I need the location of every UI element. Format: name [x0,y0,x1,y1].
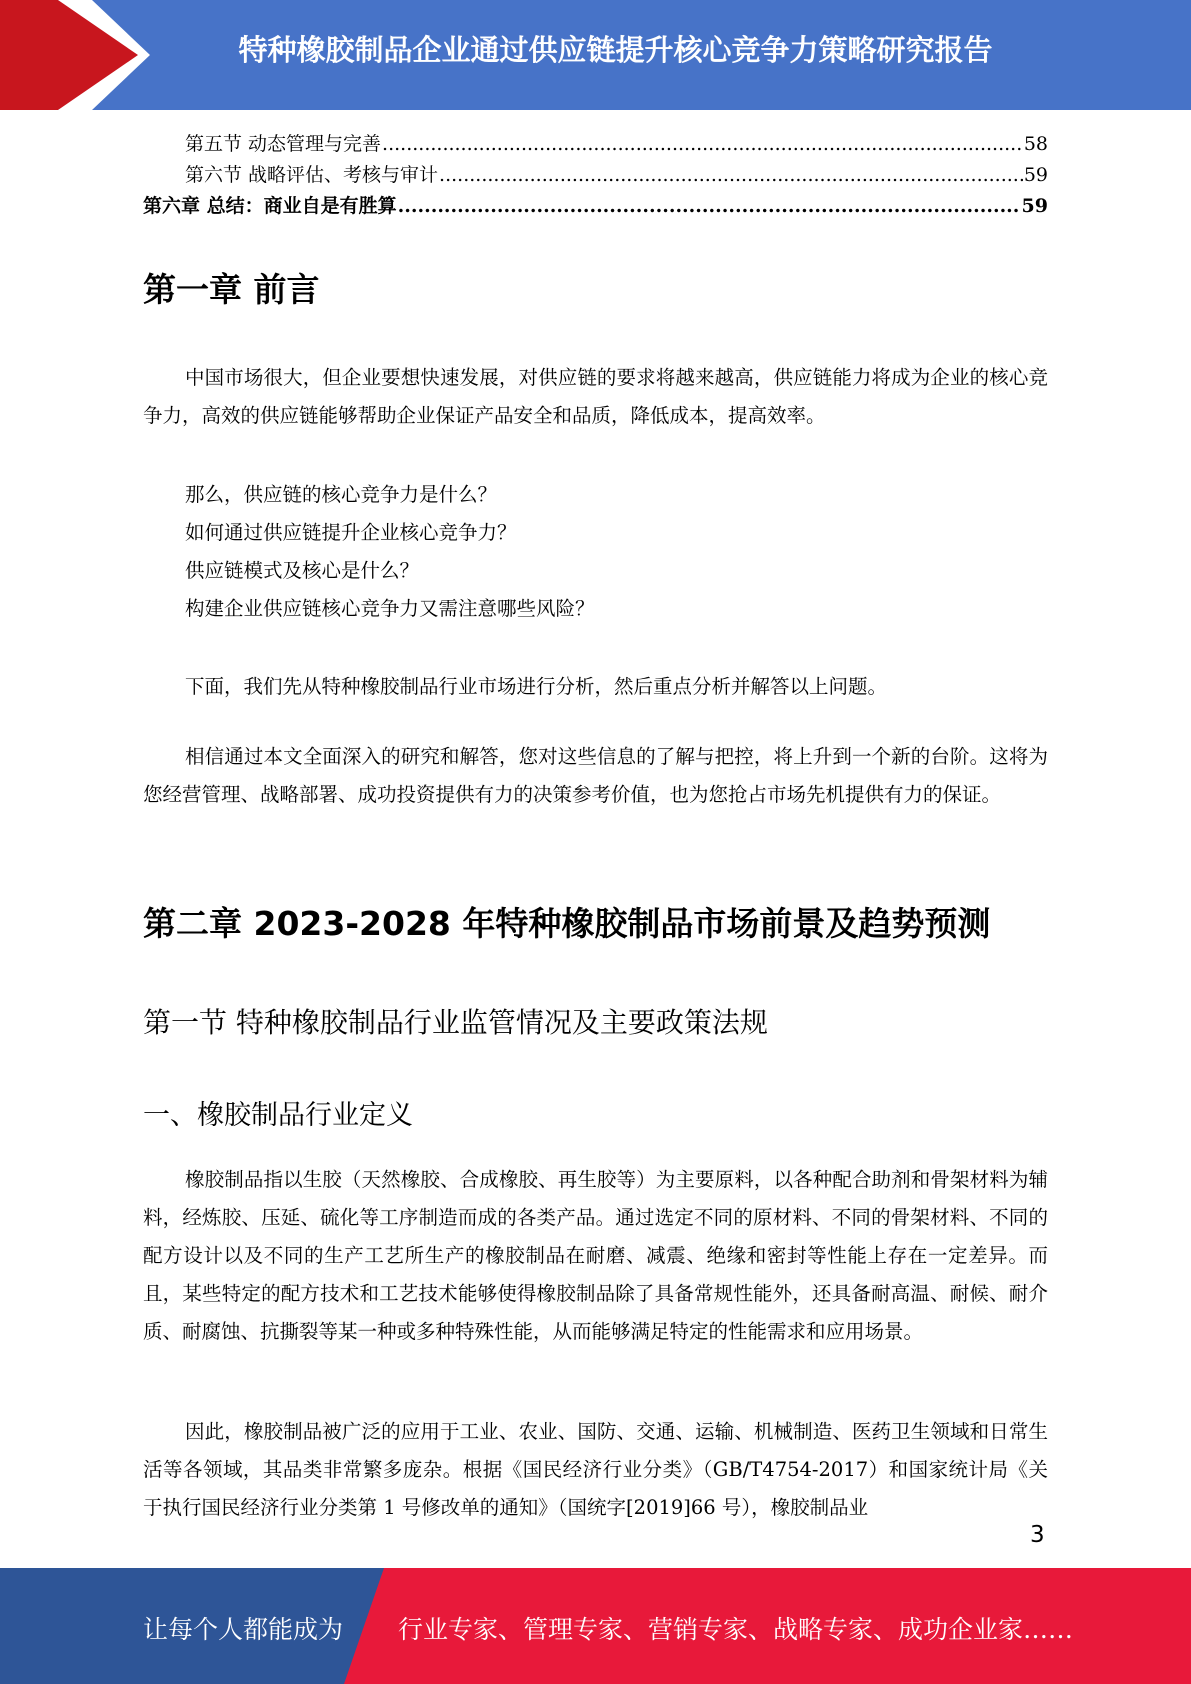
toc-leader-dots [398,195,1021,217]
body-paragraph: 中国市场很大，但企业要想快速发展，对供应链的要求将越来越高，供应链能力将成为企业的核心竞争力，高效的供应链能够帮助企业保证产品安全和品质，降低成本，提高效率。 [143,366,1048,427]
footer-band [0,1568,1191,1684]
toc-entry-page: 59 [1023,164,1048,186]
toc [143,129,1048,222]
toc-entry[interactable] [143,191,1048,222]
footer-slogan-left: 让每个人都能成为 [143,1615,344,1644]
header-title: 特种橡胶制品企业通过供应链提升核心竞争力策略研究报告 [238,33,993,67]
toc-entry-page: 59 [1021,195,1048,217]
footer-slogan-right: 行业专家、管理专家、营销专家、战略专家、成功企业家…… [398,1615,1074,1644]
toc-entry-title: 第五节 动态管理与完善 [185,133,382,155]
toc-entry[interactable] [143,129,1048,160]
chapter-heading: 第二章 2023-2028 年特种橡胶制品市场前景及趋势预测 [143,904,991,943]
question-line: 那么，供应链的核心竞争力是什么？ [185,483,498,506]
header-band [0,0,1191,110]
chapter-heading: 第一章 前言 [143,270,320,309]
question-line: 如何通过供应链提升企业核心竞争力？ [185,521,517,544]
toc-entry-page: 58 [1023,133,1048,155]
question-line: 供应链模式及核心是什么？ [185,559,420,582]
body-paragraph: 下面，我们先从特种橡胶制品行业市场进行分析，然后重点分析并解答以上问题。 [185,675,888,698]
subsection-heading: 一、橡胶制品行业定义 [143,1100,413,1131]
page-number: 3 [1030,1522,1045,1548]
body-paragraph: 因此，橡胶制品被广泛的应用于工业、农业、国防、交通、运输、机械制造、医药卫生领域和日常生活等各领域，其品类非常繁多庞杂。根据《国民经济行业分类》（GB/T4754-2017）和国家统计局《关于执行国民经济行业分类第 1 号修改单的通知》（国统字[2019]66 号），橡胶制品业 [143,1420,1048,1519]
body-paragraph: 橡胶制品指以生胶（天然橡胶、合成橡胶、再生胶等）为主要原料，以各种配合助剂和骨架材料为辅料，经炼胶、压延、硫化等工序制造而成的各类产品。通过选定不同的原材料、不同的骨架材料、不同的配方设计以及不同的生产工艺所生产的橡胶制品在耐磨、减震、绝缘和密封等性能上存在一定差异。而且，某些特定的配方技术和工艺技术能够使得橡胶制品除了具备常规性能外，还具备耐高温、耐候、耐介质、耐腐蚀、抗撕裂等某一种或多种特殊性能，从而能够满足特定的性能需求和应用场景。 [143,1168,1048,1343]
body-paragraph: 相信通过本文全面深入的研究和解答，您对这些信息的了解与把控，将上升到一个新的台阶。这将为您经营管理、战略部署、成功投资提供有力的决策参考价值，也为您抢占市场先机提供有力的保证。 [143,745,1048,806]
question-line: 构建企业供应链核心竞争力又需注意哪些风险？ [185,597,595,620]
toc-entry-title: 第六章 总结：商业自是有胜算 [143,195,397,217]
section-heading: 第一节 特种橡胶制品行业监管情况及主要政策法规 [143,1006,768,1039]
toc-leader-dots [439,164,1023,186]
toc-entry-title: 第六节 战略评估、考核与审计 [185,164,439,186]
toc-entry[interactable] [143,160,1048,191]
toc-leader-dots [382,133,1023,155]
